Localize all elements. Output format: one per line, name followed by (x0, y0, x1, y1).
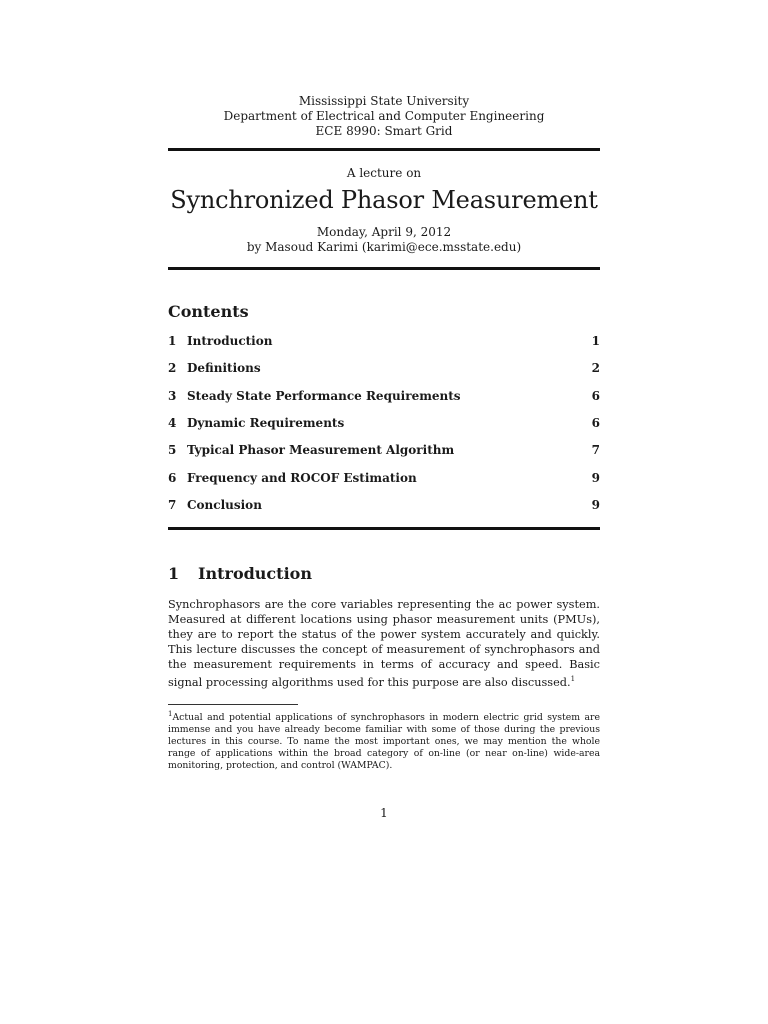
toc-item-conclusion[interactable] (168, 498, 600, 514)
title-bottom-rule (168, 267, 600, 270)
toc-number: 4 (168, 416, 177, 430)
footnote-text: Actual and potential applications of synchrophasors in modern electric grid system are immense and you have already become familiar with some of those during the previous lectures in this course. To name the most important ones, we may mention the whole range of applications within the broad category of on-line (or near on-line) wide-area monitoring, protection, and control (WAMPAC). (168, 712, 600, 772)
toc-item-frequency[interactable] (168, 471, 600, 487)
document-page (168, 0, 600, 1024)
department-name: Department of Electrical and Computer Engineering (223, 109, 545, 123)
toc-number: 6 (168, 471, 177, 485)
footnote-mark: 1 (168, 710, 173, 718)
toc-page: 2 (591, 361, 600, 375)
toc-number: 2 (168, 361, 177, 375)
toc-page: 6 (591, 416, 600, 430)
toc-item-dynamic[interactable] (168, 416, 600, 432)
course-name: ECE 8990: Smart Grid (315, 124, 453, 138)
toc-label: Conclusion (187, 498, 262, 512)
footnote (168, 708, 600, 772)
toc-number: 3 (168, 389, 177, 403)
toc-label: Typical Phasor Measurement Algorithm (187, 443, 455, 457)
footnote-rule (168, 704, 298, 705)
toc-label: Introduction (187, 334, 273, 348)
toc-page: 9 (591, 471, 600, 485)
section-number: 1 (168, 564, 180, 583)
paragraph-text: Synchrophasors are the core variables representing the ac power system. Measured at different locations using phasor measurement units (PMUs), they are to report the status of the power system accurately and quickly. This lecture discusses the concept of measurement of synchrophasors and the measurement requirements in terms of accuracy and speed. Basic signal processing algorithms used for this purpose are also discussed. (168, 598, 600, 689)
toc-number: 5 (168, 443, 177, 457)
toc-number: 7 (168, 498, 177, 512)
top-rule (168, 148, 600, 151)
toc-page: 6 (591, 389, 600, 403)
toc-item-definitions[interactable] (168, 361, 600, 377)
section-paragraph (168, 597, 600, 690)
toc-page: 1 (591, 334, 600, 348)
toc-label: Definitions (187, 361, 261, 375)
toc-item-introduction[interactable] (168, 334, 600, 350)
toc-item-steady-state[interactable] (168, 389, 600, 405)
section-heading (168, 564, 312, 583)
toc-label: Dynamic Requirements (187, 416, 345, 430)
toc-page: 7 (591, 443, 600, 457)
lecture-title: Synchronized Phasor Measurement (170, 186, 598, 214)
page-number: 1 (380, 806, 388, 820)
toc-number: 1 (168, 334, 177, 348)
contents-bottom-rule (168, 527, 600, 530)
contents-heading: Contents (168, 302, 249, 321)
university-name: Mississippi State University (298, 94, 470, 108)
footnote-ref[interactable]: 1 (570, 675, 576, 683)
lecture-date: Monday, April 9, 2012 (316, 225, 452, 239)
toc-label: Frequency and ROCOF Estimation (187, 471, 417, 485)
lecture-intro: A lecture on (346, 166, 422, 180)
toc-item-algorithm[interactable] (168, 443, 600, 459)
lecture-author: by Masoud Karimi (karimi@ece.msstate.edu) (246, 240, 522, 254)
toc-label: Steady State Performance Requirements (187, 389, 461, 403)
section-title: Introduction (198, 564, 312, 583)
toc-page: 9 (591, 498, 600, 512)
